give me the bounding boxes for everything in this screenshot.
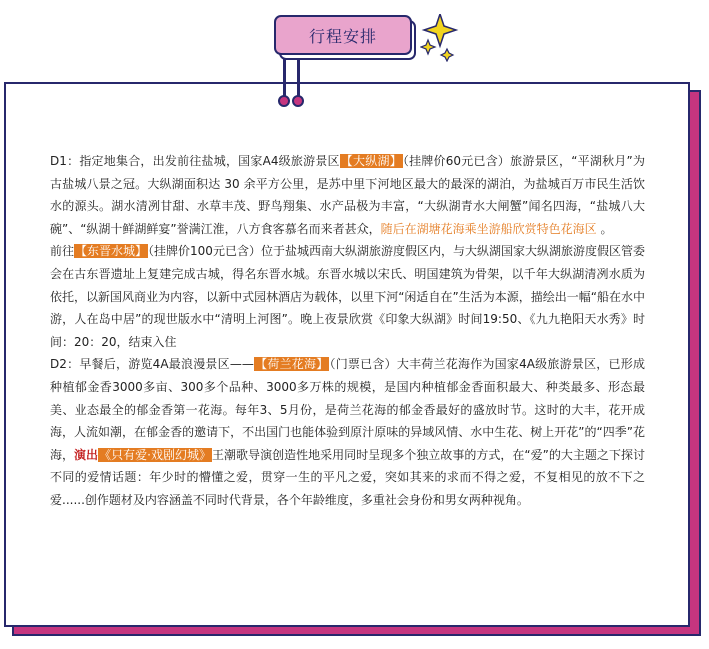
tab-stem-left xyxy=(283,58,286,98)
tab-stem-right xyxy=(297,58,300,98)
day1-paragraph xyxy=(50,150,645,240)
day1-spot-highlight: 【大纵湖】 xyxy=(340,154,402,168)
day2-description: （门票已含）大丰荷兰花海作为国家4A级旅游景区，已形成种植郁金香3000多亩、300多个品种、3000多万株的规模，是国内种植郁金香面积最大、种类最多、形态最美、业态最全的郁金香第一花海。每年3、5月份，是荷兰花海的郁金香最好的盛放时节。这时的大丰，花开成海，人流如潮，在郁金香的邀请下，不出国门也能体验到原汁原味的异域风情、水中生花、树上开花”的“四季”花海， xyxy=(50,357,645,462)
itinerary-text xyxy=(50,150,645,512)
day2-spot-highlight: 【荷兰花海】 xyxy=(254,357,329,372)
day1-description: （挂牌价60元已含）旅游景区，“平湖秋月”为古盐城八景之冠。大纵湖面积达 30 余平方公里，是苏中里下河地区最大的最深的湖泊，为盐城百万市民生活饮水的源头。湖水清冽甘甜、水草丰茂、野鸟翔集、水产品极为丰富，“大纵湖青水大闸蟹”闻名四海，“盐城八大碗”、“纵湖十鲜湖鲜宴”誉满江淮，八方食客慕名而来者甚众， xyxy=(50,154,645,236)
day1-end: 。 xyxy=(596,221,613,236)
day1b-spot-highlight: 【东晋水城】 xyxy=(75,244,148,259)
day2-rest: 王潮歌导演创造性地采用同时呈现多个独立故事的方式，在“爱”的大主题之下探讨不同的爱情话题：年少时的懵懂之爱，贯穿一生的平凡之爱，突如其来的求而不得之爱，不复相见的放不下之爱......创作题材及内容涵盖不同时代背景，各个年龄维度，多重社会身份和男女两种视角。 xyxy=(50,447,645,507)
day2-show-title: 《只有爱·戏剧幻城》 xyxy=(99,447,212,462)
day1-intro: D1：指定地集合，出发前往盐城，国家A4级旅游景区 xyxy=(50,154,340,168)
pin-dot-left xyxy=(278,95,290,107)
day1-followup: 随后在湖塘花海乘坐游船欣赏特色花海区 xyxy=(380,221,597,236)
day2-paragraph xyxy=(50,353,645,511)
sparkle-stars-icon xyxy=(420,14,460,62)
day2-show-label: 演出 xyxy=(74,447,99,462)
day1b-description: （挂牌价100元已含）位于盐城西南大纵湖旅游度假区内，与大纵湖国家大纵湖旅游度假区管委会在古东晋遗址上复建完成古城，得名东晋水城。东晋水城以宋氏、明国建筑为骨架，以千年大纵湖清冽水质为依托，以新国风商业为内容，以新中式园林酒店为载体，以里下河“闲适自在”生活为本源，描绘出一幅“船在水中游，人在岛中居”的现世版水中“清明上河图”。晚上夜景欣赏《印象大纵湖》时间19:50、《九九艳阳天水秀》时间：20：20，结束入住 xyxy=(50,244,645,349)
day2-intro: D2：早餐后，游览4A最浪漫景区—— xyxy=(50,357,254,372)
pin-dot-right xyxy=(292,95,304,107)
page-title: 行程安排 xyxy=(274,15,412,55)
day1-watertown-paragraph xyxy=(50,240,645,353)
day1b-intro: 前往 xyxy=(50,244,75,259)
